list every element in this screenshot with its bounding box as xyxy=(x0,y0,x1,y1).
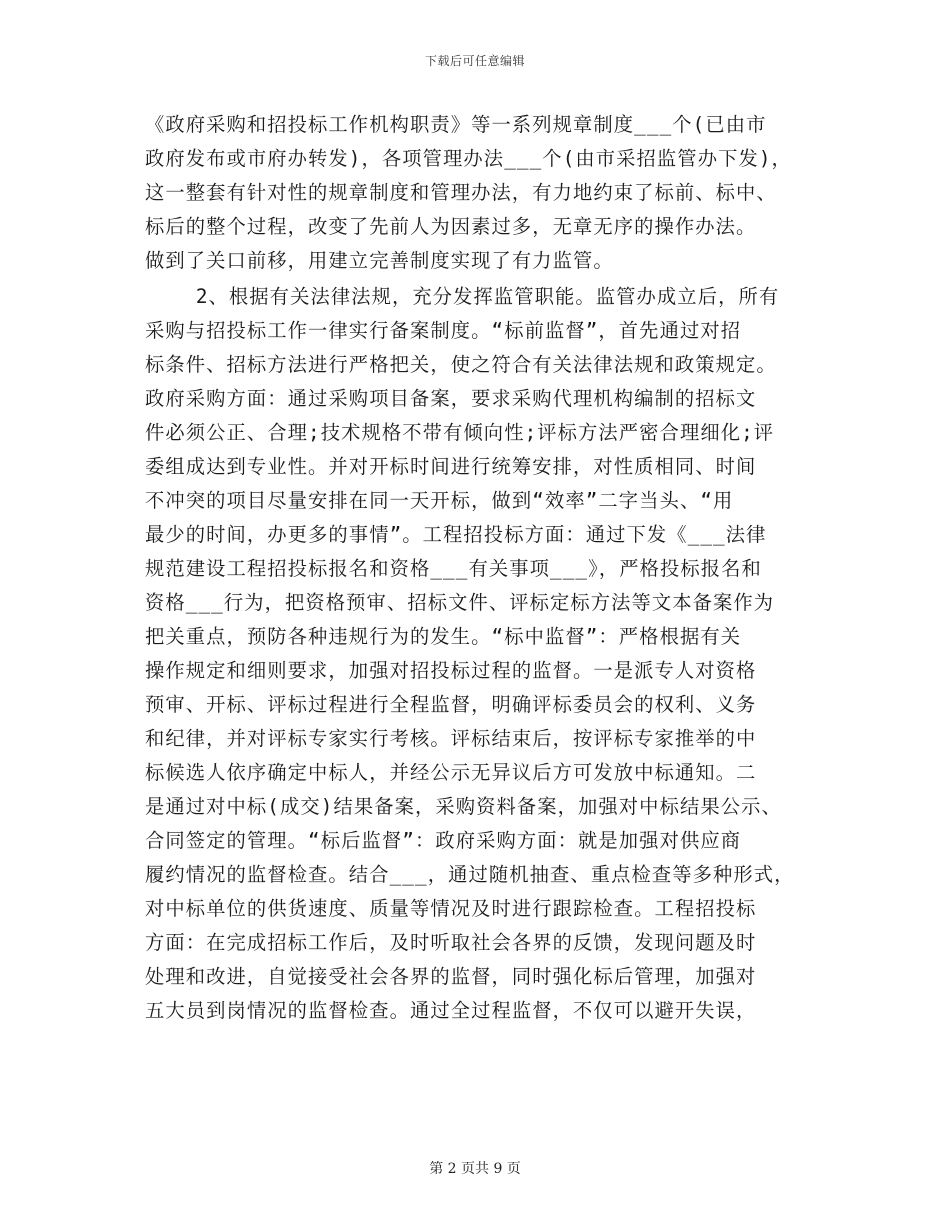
text-line: 是通过对中标(成交)结果备案，采购资料备案，加强对中标结果公示、 xyxy=(145,795,782,818)
text-line: 政府采购方面：通过采购项目备案，要求采购代理机构编制的招标文 xyxy=(145,387,757,410)
text-line: 方面：在完成招标工作后，及时听取社会各界的反馈，发现问题及时 xyxy=(145,931,757,954)
page-footer xyxy=(0,1158,950,1178)
text-line: 资格___行为，把资格预审、招标文件、评标定标方法等文本备案作为 xyxy=(145,591,775,614)
text-line: 合同签定的管理。“标后监督”：政府采购方面：就是加强对供应商 xyxy=(145,829,742,852)
text-line: 最少的时间，办更多的事情”。工程招投标方面：通过下发《___法律 xyxy=(145,523,767,546)
text-line: 政府发布或市府办转发)，各项管理办法___个(由市采招监管办下发)， xyxy=(145,147,792,170)
text-line: 预审、开标、评标过程进行全程监督，明确评标委员会的权利、义务 xyxy=(145,693,757,716)
text-line: 对中标单位的供货速度、质量等情况及时进行跟踪检查。工程招投标 xyxy=(145,897,757,920)
document-body xyxy=(145,108,813,1028)
page-header xyxy=(0,52,950,69)
text-line: 标候选人依序确定中标人，并经公示无异议后方可发放中标通知。二 xyxy=(145,761,757,784)
text-line: 规范建设工程招投标报名和资格___有关事项___》，严格投标报名和 xyxy=(145,557,762,580)
text-line: 采购与招投标工作一律实行备案制度。“标前监督”，首先通过对招 xyxy=(145,319,742,342)
text-line: 标后的整个过程，改变了先前人为因素过多，无章无序的操作办法。 xyxy=(145,215,757,238)
text-line: 件必须公正、合理;技术规格不带有倾向性;评标方法严密合理细化;评 xyxy=(145,421,775,444)
header-text: 下载后可任意编辑 xyxy=(424,54,525,68)
text-line: 这一整套有针对性的规章制度和管理办法，有力地约束了标前、标中、 xyxy=(145,181,777,204)
text-line: 和纪律，并对评标专家实行考核。评标结束后，按评标专家推举的中 xyxy=(145,727,757,750)
text-line: 把关重点，预防各种违规行为的发生。“标中监督”：严格根据有关 xyxy=(145,625,742,648)
text-line: 履约情况的监督检查。结合___，通过随机抽查、重点检查等多种形式， xyxy=(145,863,795,886)
text-line: 五大员到岗情况的监督检查。通过全过程监督，不仅可以避开失误， xyxy=(145,999,757,1022)
text-line: 《政府采购和招投标工作机构职责》等一系列规章制度___个(已由市 xyxy=(145,113,767,136)
text-line: 委组成达到专业性。并对开标时间进行统筹安排，对性质相同、时间 xyxy=(145,455,757,478)
text-line: 做到了关口前移，用建立完善制度实现了有力监管。 xyxy=(145,249,614,272)
paragraph-start-line: 2、根据有关法律法规，充分发挥监管职能。监管办成立后，所有 xyxy=(145,285,780,308)
text-line: 标条件、招标方法进行严格把关，使之符合有关法律法规和政策规定。 xyxy=(145,353,777,376)
page-number-label: 第 2 页共 9 页 xyxy=(429,1161,521,1177)
text-line: 不冲突的项目尽量安排在同一天开标，做到“效率”二字当头、“用 xyxy=(145,489,734,512)
text-line: 操作规定和细则要求，加强对招投标过程的监督。一是派专人对资格 xyxy=(145,659,757,682)
text-line: 处理和改进，自觉接受社会各界的监督，同时强化标后管理，加强对 xyxy=(145,965,757,988)
